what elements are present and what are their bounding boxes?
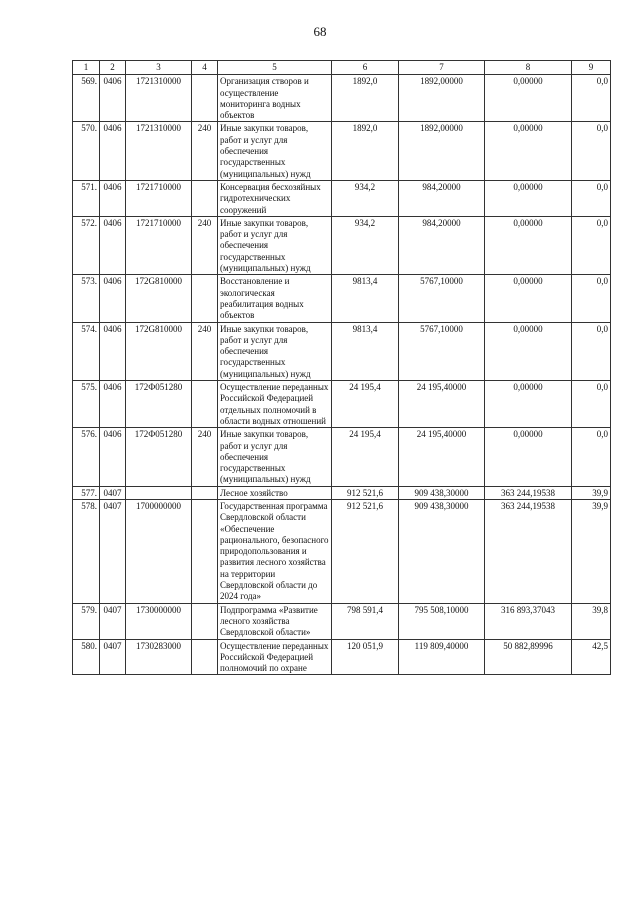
- executed-amount: 50 882,89996: [485, 639, 572, 675]
- approved-amount: 120 051,9: [332, 639, 399, 675]
- revised-amount: 24 195,40000: [399, 381, 485, 428]
- expense-type-code: 240: [192, 428, 218, 486]
- table-row: [73, 216, 611, 274]
- execution-percent: 0,0: [572, 216, 611, 274]
- expense-type-code: 240: [192, 322, 218, 380]
- target-item-code: 1700000000: [126, 499, 192, 603]
- budget-table: [72, 60, 611, 675]
- row-number: 574.: [73, 322, 100, 380]
- item-name: Государственная программа Свердловской области «Обеспечение рационального, безопасного природопользования и развития лесного хозяйства на территории Свердловской области до 2024 года»: [218, 499, 332, 603]
- revised-amount: 909 438,30000: [399, 499, 485, 603]
- target-item-code: 1730000000: [126, 603, 192, 639]
- expense-type-code: [192, 486, 218, 499]
- expense-type-code: [192, 275, 218, 322]
- target-item-code: 1721310000: [126, 122, 192, 180]
- executed-amount: 363 244,19538: [485, 499, 572, 603]
- column-header: 5: [218, 61, 332, 75]
- item-name: Иные закупки товаров, работ и услуг для обеспечения государственных (муниципальных) нужд: [218, 322, 332, 380]
- executed-amount: 0,00000: [485, 428, 572, 486]
- row-number: 570.: [73, 122, 100, 180]
- target-item-code: 172Ф051280: [126, 381, 192, 428]
- expense-type-code: [192, 75, 218, 122]
- revised-amount: 5767,10000: [399, 322, 485, 380]
- executed-amount: 0,00000: [485, 322, 572, 380]
- row-number: 569.: [73, 75, 100, 122]
- revised-amount: 795 508,10000: [399, 603, 485, 639]
- revised-amount: 24 195,40000: [399, 428, 485, 486]
- section-code: 0407: [100, 499, 126, 603]
- executed-amount: 0,00000: [485, 122, 572, 180]
- execution-percent: 42,5: [572, 639, 611, 675]
- item-name: Консервация бесхозяйных гидротехнических сооружений: [218, 180, 332, 216]
- column-header: 9: [572, 61, 611, 75]
- section-code: 0406: [100, 381, 126, 428]
- approved-amount: 1892,0: [332, 122, 399, 180]
- target-item-code: 1721710000: [126, 216, 192, 274]
- expense-type-code: 240: [192, 122, 218, 180]
- revised-amount: 119 809,40000: [399, 639, 485, 675]
- item-name: Иные закупки товаров, работ и услуг для обеспечения государственных (муниципальных) нужд: [218, 428, 332, 486]
- table-row: [73, 381, 611, 428]
- approved-amount: 9813,4: [332, 275, 399, 322]
- executed-amount: 316 893,37043: [485, 603, 572, 639]
- item-name: Лесное хозяйство: [218, 486, 332, 499]
- row-number: 578.: [73, 499, 100, 603]
- approved-amount: 1892,0: [332, 75, 399, 122]
- column-header: 1: [73, 61, 100, 75]
- table-row: [73, 322, 611, 380]
- execution-percent: 0,0: [572, 381, 611, 428]
- approved-amount: 798 591,4: [332, 603, 399, 639]
- approved-amount: 934,2: [332, 216, 399, 274]
- execution-percent: 0,0: [572, 275, 611, 322]
- revised-amount: 909 438,30000: [399, 486, 485, 499]
- item-name: Осуществление переданных Российской Федерацией полномочий по охране: [218, 639, 332, 675]
- row-number: 577.: [73, 486, 100, 499]
- table-row: [73, 180, 611, 216]
- column-header: 8: [485, 61, 572, 75]
- executed-amount: 0,00000: [485, 381, 572, 428]
- executed-amount: 0,00000: [485, 180, 572, 216]
- expense-type-code: [192, 603, 218, 639]
- section-code: 0406: [100, 428, 126, 486]
- section-code: 0406: [100, 75, 126, 122]
- column-header-row: [73, 61, 611, 75]
- table-row: [73, 275, 611, 322]
- expense-type-code: [192, 499, 218, 603]
- revised-amount: 1892,00000: [399, 75, 485, 122]
- table-row: [73, 428, 611, 486]
- revised-amount: 1892,00000: [399, 122, 485, 180]
- expense-type-code: [192, 381, 218, 428]
- approved-amount: 934,2: [332, 180, 399, 216]
- target-item-code: 172Ф051280: [126, 428, 192, 486]
- approved-amount: 9813,4: [332, 322, 399, 380]
- section-code: 0406: [100, 216, 126, 274]
- item-name: Осуществление переданных Российской Федерацией отдельных полномочий в области водных отношений: [218, 381, 332, 428]
- expense-type-code: [192, 180, 218, 216]
- revised-amount: 984,20000: [399, 216, 485, 274]
- executed-amount: 0,00000: [485, 216, 572, 274]
- table-row: [73, 75, 611, 122]
- execution-percent: 39,9: [572, 486, 611, 499]
- executed-amount: 0,00000: [485, 75, 572, 122]
- target-item-code: 1721310000: [126, 75, 192, 122]
- section-code: 0407: [100, 486, 126, 499]
- table-row: [73, 639, 611, 675]
- expense-type-code: 240: [192, 216, 218, 274]
- target-item-code: 1730283000: [126, 639, 192, 675]
- target-item-code: 172G810000: [126, 322, 192, 380]
- row-number: 576.: [73, 428, 100, 486]
- column-header: 2: [100, 61, 126, 75]
- row-number: 571.: [73, 180, 100, 216]
- execution-percent: 0,0: [572, 122, 611, 180]
- item-name: Восстановление и экологическая реабилитация водных объектов: [218, 275, 332, 322]
- target-item-code: [126, 486, 192, 499]
- row-number: 572.: [73, 216, 100, 274]
- target-item-code: 172G810000: [126, 275, 192, 322]
- section-code: 0406: [100, 275, 126, 322]
- executed-amount: 0,00000: [485, 275, 572, 322]
- approved-amount: 912 521,6: [332, 486, 399, 499]
- approved-amount: 912 521,6: [332, 499, 399, 603]
- target-item-code: 1721710000: [126, 180, 192, 216]
- revised-amount: 984,20000: [399, 180, 485, 216]
- executed-amount: 363 244,19538: [485, 486, 572, 499]
- table-row: [73, 603, 611, 639]
- item-name: Иные закупки товаров, работ и услуг для обеспечения государственных (муниципальных) нужд: [218, 122, 332, 180]
- column-header: 7: [399, 61, 485, 75]
- execution-percent: 0,0: [572, 428, 611, 486]
- column-header: 3: [126, 61, 192, 75]
- item-name: Организация створов и осуществление мониторинга водных объектов: [218, 75, 332, 122]
- execution-percent: 0,0: [572, 75, 611, 122]
- approved-amount: 24 195,4: [332, 428, 399, 486]
- approved-amount: 24 195,4: [332, 381, 399, 428]
- section-code: 0407: [100, 603, 126, 639]
- table-row: [73, 499, 611, 603]
- column-header: 4: [192, 61, 218, 75]
- execution-percent: 39,9: [572, 499, 611, 603]
- row-number: 575.: [73, 381, 100, 428]
- row-number: 580.: [73, 639, 100, 675]
- item-name: Подпрограмма «Развитие лесного хозяйства Свердловской области»: [218, 603, 332, 639]
- section-code: 0406: [100, 322, 126, 380]
- execution-percent: 0,0: [572, 180, 611, 216]
- page-number: 68: [313, 24, 327, 39]
- item-name: Иные закупки товаров, работ и услуг для обеспечения государственных (муниципальных) нужд: [218, 216, 332, 274]
- column-header: 6: [332, 61, 399, 75]
- section-code: 0406: [100, 122, 126, 180]
- row-number: 573.: [73, 275, 100, 322]
- expense-type-code: [192, 639, 218, 675]
- execution-percent: 39,8: [572, 603, 611, 639]
- table-row: [73, 122, 611, 180]
- execution-percent: 0,0: [572, 322, 611, 380]
- table-row: [73, 486, 611, 499]
- row-number: 579.: [73, 603, 100, 639]
- section-code: 0407: [100, 639, 126, 675]
- revised-amount: 5767,10000: [399, 275, 485, 322]
- section-code: 0406: [100, 180, 126, 216]
